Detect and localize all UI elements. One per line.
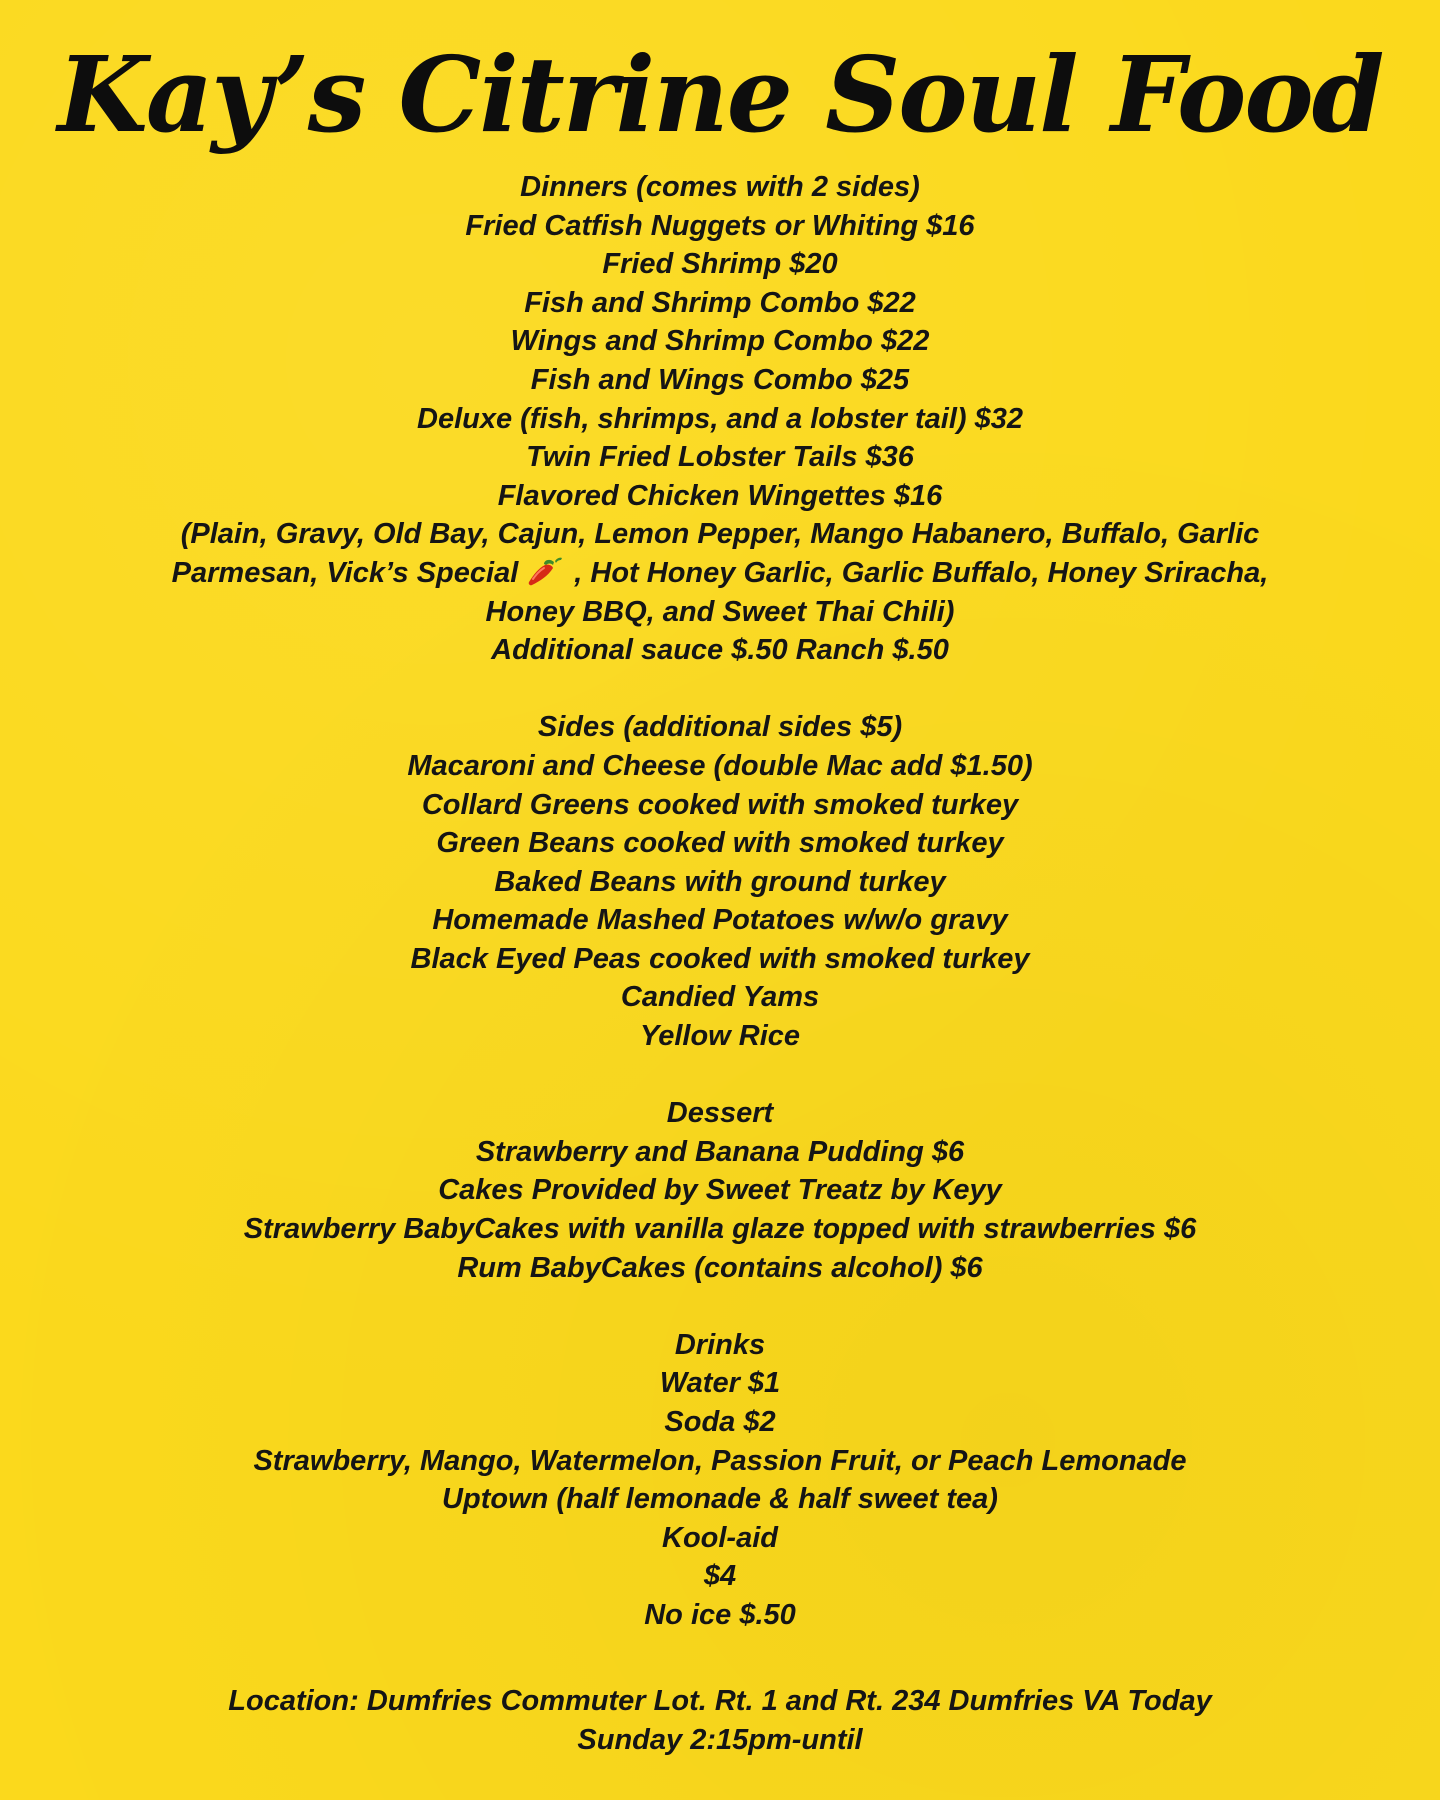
side-item: Collard Greens cooked with smoked turkey [421,788,1019,821]
wing-flavors-line-2 [80,554,1360,593]
drinks-header: Drinks [674,1328,766,1361]
wing-flavors-line-2-start: Parmesan, Vick’s Special [171,556,519,589]
section-gap [80,1287,1360,1326]
dessert-item: Strawberry BabyCakes with vanilla glaze topped with strawberries $6 [243,1213,1197,1246]
chili-pepper-icon [524,556,568,588]
additional-sauce: Additional sauce $.50 Ranch $.50 [491,634,949,667]
side-item: Candied Yams [620,981,820,1014]
side-item: Macaroni and Cheese (double Mac add $1.50) [407,749,1033,782]
wing-flavors-line-2-end: , Hot Honey Garlic, Garlic Buffalo, Honey Sriracha, [574,556,1269,589]
side-item: Green Beans cooked with smoked turkey [436,827,1004,860]
page-title: Kay’s Citrine Soul Food [57,33,1383,156]
wing-flavors-line-3: Honey BBQ, and Sweet Thai Chili) [485,595,955,628]
section-gap [80,1056,1360,1095]
drink-item: $4 [703,1560,737,1593]
side-item: Black Eyed Peas cooked with smoked turkey [410,942,1030,975]
side-item: Baked Beans with ground turkey [494,865,946,898]
dinner-item: Fried Catfish Nuggets or Whiting $16 [465,209,975,242]
dinner-item: Wings and Shrimp Combo $22 [510,325,930,358]
drink-item: Soda $2 [664,1406,776,1438]
dessert-item: Rum BabyCakes (contains alcohol) $6 [457,1251,983,1284]
location-section [80,1682,1360,1759]
dinner-item: Fish and Wings Combo $25 [530,363,910,396]
dinners-section [80,168,1360,670]
section-gap [80,670,1360,709]
dinner-item: Fish and Shrimp Combo $22 [524,286,916,319]
sides-section [80,708,1360,1055]
dinner-item: Twin Fried Lobster Tails $36 [526,441,914,474]
side-item: Homemade Mashed Potatoes w/w/o gravy [432,904,1008,937]
location-line-1: Location: Dumfries Commuter Lot. Rt. 1 and Rt. 234 Dumfries VA Today [228,1685,1212,1717]
sides-header: Sides (additional sides $5) [537,711,903,744]
drink-item: Kool-aid [662,1521,778,1554]
drink-item: Water $1 [659,1367,781,1400]
dinner-item: Deluxe (fish, shrimps, and a lobster tail) $32 [417,402,1023,435]
menu-body [80,168,1360,1635]
dessert-header: Dessert [666,1097,774,1130]
location-line-2: Sunday 2:15pm-until [577,1723,863,1756]
drink-item: No ice $.50 [644,1598,796,1631]
dinner-item: Fried Shrimp $20 [602,248,838,281]
drink-item: Uptown (half lemonade & half sweet tea) [442,1483,998,1516]
dinners-header: Dinners (comes with 2 sides) [520,171,920,203]
dinner-item: Flavored Chicken Wingettes $16 [497,479,943,512]
side-item: Yellow Rice [639,1020,801,1053]
dessert-section [80,1094,1360,1287]
dessert-item: Strawberry and Banana Pudding $6 [475,1135,965,1168]
drink-item: Strawberry, Mango, Watermelon, Passion Fruit, or Peach Lemonade [253,1444,1187,1477]
drinks-section [80,1326,1360,1635]
dessert-item: Cakes Provided by Sweet Treatz by Keyy [438,1174,1002,1207]
wing-flavors-line-1: (Plain, Gravy, Old Bay, Cajun, Lemon Pepper, Mango Habanero, Buffalo, Garlic [180,518,1260,551]
